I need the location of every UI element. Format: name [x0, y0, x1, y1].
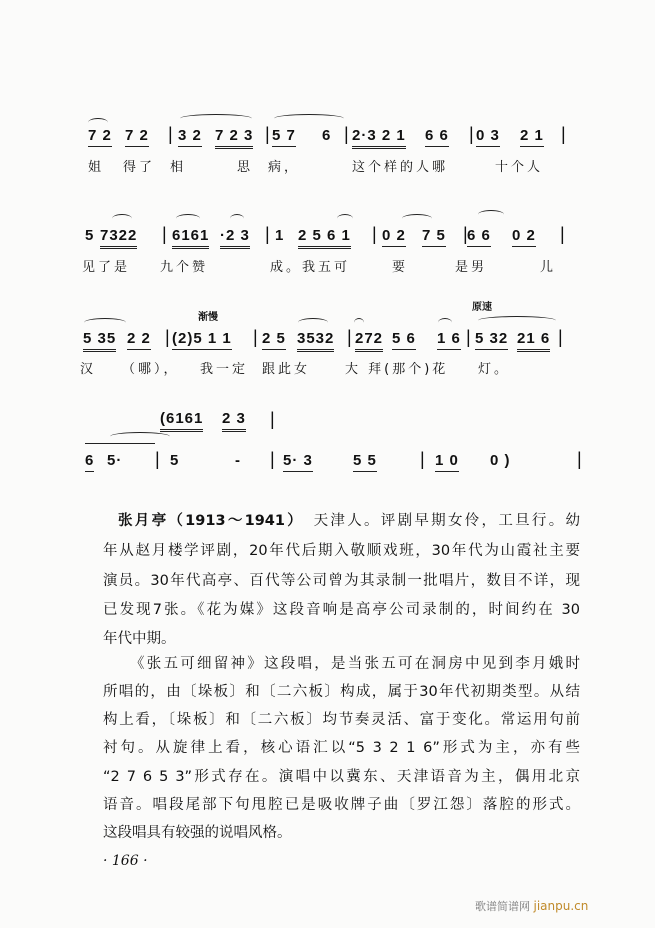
- slur-mark: [298, 318, 328, 327]
- note-group: 1 0: [435, 452, 459, 472]
- tempo-marking: 渐慢: [198, 312, 218, 323]
- slur-mark: [274, 114, 344, 123]
- barline: |: [469, 124, 474, 144]
- slur-mark: [478, 210, 504, 219]
- note-group: 0 2: [382, 227, 406, 247]
- slur-mark: [438, 318, 452, 327]
- bio-line: [118, 511, 580, 531]
- slur-mark: [337, 214, 353, 223]
- note-group: 3 2: [178, 127, 202, 147]
- barline: |: [560, 224, 565, 244]
- lyric-segment: （哪），: [122, 362, 180, 377]
- barline: |: [270, 449, 275, 469]
- slur-mark: [88, 118, 108, 127]
- note-group: 5: [85, 227, 95, 244]
- note-group: 7 2: [125, 127, 149, 147]
- slur-mark: [84, 318, 126, 327]
- note-group: 1 6: [437, 330, 461, 350]
- note-group: 21 6: [517, 330, 550, 352]
- lyric-segment: 成。我五可: [270, 260, 351, 275]
- barline: |: [463, 224, 468, 244]
- watermark: [475, 898, 588, 914]
- note-group: 5 7: [272, 127, 296, 147]
- lyric-segment: 思: [237, 160, 254, 175]
- barline: |: [561, 124, 566, 144]
- note-group: 7 2: [88, 127, 112, 147]
- slur-mark: [402, 214, 432, 223]
- slur-line: [85, 443, 155, 444]
- lyric-segment: 见了是: [82, 260, 131, 275]
- note-group: 7 2 3: [215, 127, 253, 149]
- barline: |: [168, 124, 173, 144]
- barline: |: [558, 327, 563, 347]
- note-group: 7322: [100, 227, 137, 249]
- tempo-marking: 原速: [472, 302, 492, 313]
- slur-mark: [112, 214, 132, 223]
- note-group: 0 2: [512, 227, 536, 247]
- lyric-segment: 儿: [540, 260, 557, 275]
- slur-mark: [110, 432, 170, 441]
- lyric-segment: 这个样的人哪: [352, 160, 449, 175]
- barline: |: [165, 327, 170, 347]
- analysis-line: “2 7 6 5 3”形式存在。演唱中以冀东、天津语音为主，偶用北京: [103, 769, 580, 785]
- analysis-line: 所唱的，由〔垛板〕和〔二六板〕构成，属于30年代初期类型。从结: [103, 684, 580, 700]
- barline: |: [155, 449, 160, 469]
- analysis-line: 这段唱具有较强的说唱风格。: [103, 825, 292, 841]
- barline: |: [265, 224, 270, 244]
- note-group: 6161: [172, 227, 209, 249]
- barline: |: [162, 224, 167, 244]
- singer-name: 张月亭（1913～1941）: [118, 513, 297, 529]
- note-group: 3532: [297, 330, 334, 352]
- lyric-segment: 跟此女: [262, 362, 311, 377]
- bio-line: 已发现7张。《花为媒》这段音响是高亭公司录制的，时间约在 30: [103, 602, 580, 618]
- lyric-segment: 大 拜(那个)花: [345, 362, 449, 377]
- analysis-line: 《张五可细留神》这段唱，是当张五可在洞房中见到李月娥时: [130, 656, 580, 672]
- note-group: 6: [322, 127, 332, 144]
- barline: |: [577, 449, 582, 469]
- watermark-en: jianpu.cn: [533, 899, 589, 913]
- lyric-segment: 十个人: [495, 160, 544, 175]
- lyric-segment: 要: [392, 260, 409, 275]
- slur-mark: [180, 114, 252, 123]
- note-group: 5 6: [392, 330, 416, 350]
- analysis-line: 构上看，〔垛板〕和〔二六板〕均节奏灵活、富于变化。常运用句前: [103, 712, 580, 728]
- page-number: · 166 ·: [103, 853, 148, 869]
- note-group: 2·3 2 1: [352, 127, 406, 149]
- note-group: ·2 3: [220, 227, 250, 249]
- watermark-cn: 歌谱简谱网: [475, 900, 530, 913]
- note-group: (2)5 1 1: [172, 330, 232, 350]
- bio-line: 演员。30年代高亭、百代等公司曾为其录制一批唱片，数目不详，现: [103, 573, 580, 589]
- lyric-segment: 得了: [123, 160, 156, 175]
- lyric-segment: 灯。: [478, 362, 511, 377]
- note-group: 2 2: [127, 330, 151, 350]
- lyric-segment: 汉: [80, 362, 97, 377]
- note-group: 5 32: [475, 330, 508, 350]
- note-group: 6: [85, 452, 94, 472]
- note-group: 2 5: [262, 330, 286, 350]
- barline: |: [344, 124, 349, 144]
- analysis-line: 衬句。从旋律上看，核心语汇以“5 3 2 1 6”形式为主，亦有些: [103, 740, 580, 756]
- note-group: 1: [275, 227, 285, 244]
- analysis-line: 语音。唱段尾部下句甩腔已是吸收牌子曲〔罗江怨〕落腔的形式。: [103, 797, 580, 813]
- note-group: 2 5 6 1: [298, 227, 351, 249]
- lyric-segment: 是男: [455, 260, 488, 275]
- bio-line: 年从赵月楼学评剧，20年代后期入敬顺戏班，30年代为山霞社主要: [103, 543, 580, 559]
- slur-mark: [478, 316, 556, 325]
- slur-mark: [354, 318, 364, 327]
- note-group: 5 35: [83, 330, 116, 352]
- note-group-upper: (6161: [160, 410, 203, 432]
- note-group: 6 6: [425, 127, 449, 147]
- note-group: 2 1: [520, 127, 544, 147]
- note-group: 5: [170, 452, 180, 469]
- note-group: 5 5: [353, 452, 377, 472]
- lyric-segment: 我一定: [200, 362, 249, 377]
- note-group: 7 5: [422, 227, 446, 247]
- lyric-segment: 九个赞: [160, 260, 209, 275]
- bio-first-line-text: 天津人。评剧早期女伶，工旦行。幼: [313, 513, 581, 529]
- note-group: 5· 3: [283, 452, 313, 472]
- note-group: 0 ): [490, 452, 511, 469]
- barline: |: [420, 449, 425, 469]
- note-group: 272: [355, 330, 383, 352]
- barline: |: [265, 124, 270, 144]
- note-group-upper: 2 3: [222, 410, 246, 432]
- barline: |: [270, 409, 275, 429]
- barline: |: [372, 224, 377, 244]
- lyric-segment: 相: [170, 160, 187, 175]
- lyric-segment: 病，: [268, 160, 301, 175]
- slur-mark: [230, 214, 244, 223]
- slur-mark: [176, 214, 200, 223]
- barline: |: [466, 327, 471, 347]
- note-group: 5·: [107, 452, 123, 469]
- barline: |: [347, 327, 352, 347]
- note-group: -: [235, 452, 241, 469]
- barline: |: [253, 327, 258, 347]
- bio-line: 年代中期。: [103, 631, 176, 647]
- note-group: 6 6: [467, 227, 491, 247]
- lyric-segment: 姐: [88, 160, 105, 175]
- note-group: 0 3: [476, 127, 500, 147]
